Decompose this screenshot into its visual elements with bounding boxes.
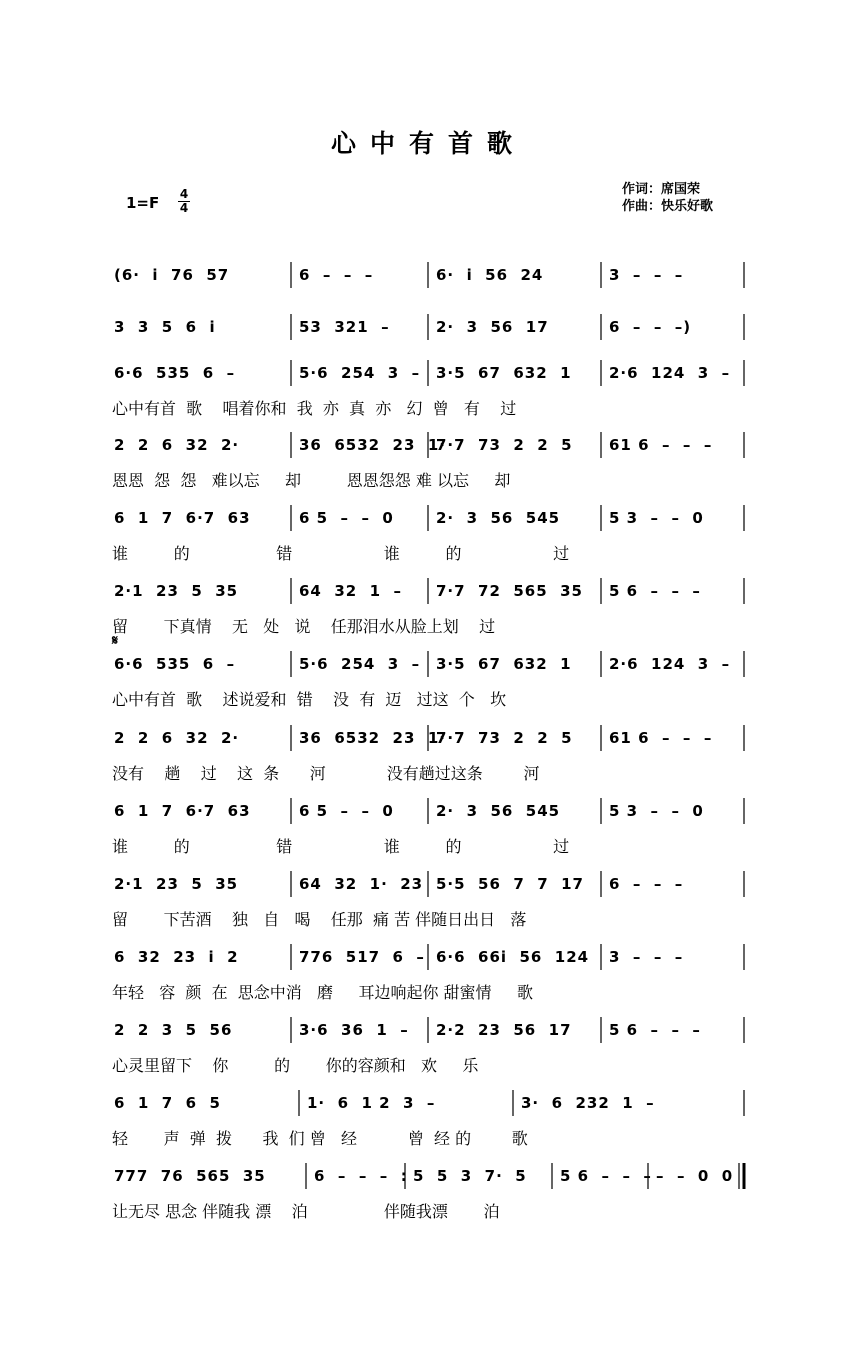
time-signature-bottom: 4: [179, 201, 189, 215]
measure: 61 6 – – –: [609, 729, 713, 747]
lyric-line: 轻 声 弹 拨 我 们 曾 经 曾 经 的 歌: [112, 1129, 528, 1148]
measure: 3 – – –: [609, 948, 684, 966]
measure: 6 5 – – 0: [299, 509, 394, 527]
measure: 5·6 254 3 –: [299, 655, 421, 673]
measure: 776 517 6 –: [299, 948, 425, 966]
lyric-line: 谁 的 错 谁 的 过: [112, 544, 570, 563]
measure: 2 2 6 32 2·: [114, 729, 240, 747]
measure: 6·6 535 6 –: [114, 364, 236, 382]
measure: 6·6 66i 56 124: [436, 948, 590, 966]
measure: 61 6 – – –: [609, 436, 713, 454]
measure: 5 3 – – 0: [609, 509, 704, 527]
score-row: [0, 633, 857, 723]
lyric-line: 恩恩 怨 怨 难以忘 却 恩恩怨怨 难 以忘 却: [112, 471, 511, 490]
lyric-line: 留 下苦酒 独 自 喝 任那 痛 苦 伴随日出日 落: [112, 910, 527, 929]
measure: 5 5 3 7· 5: [413, 1167, 527, 1185]
measure: – – 0 0: [656, 1167, 734, 1185]
measure: 6 – – –): [609, 318, 692, 336]
measure: 2 2 3 5 56: [114, 1021, 233, 1039]
score-row: [0, 360, 857, 432]
measure: 3·6 36 1 –: [299, 1021, 409, 1039]
lyric-line: 谁 的 错 谁 的 过: [112, 837, 570, 856]
measure: 53 321 –: [299, 318, 390, 336]
score-row: [0, 871, 857, 943]
credits: [622, 181, 713, 215]
measure: 6 1 7 6 5: [114, 1094, 221, 1112]
composer-credit: 作曲：快乐好歌: [622, 199, 714, 214]
measure: 6 1 7 6·7 63: [114, 802, 251, 820]
lyric-line: 年轻 容 颜 在 思念中消 磨 耳边响起你 甜蜜情 歌: [112, 983, 533, 1002]
measure: 5 3 – – 0: [609, 802, 704, 820]
song-title: 心中有首歌: [330, 129, 526, 158]
measure: 2·6 124 3 –: [609, 655, 731, 673]
measure: 3· 6 232 1 –: [521, 1094, 655, 1112]
score-row: [0, 1017, 857, 1089]
measure: 2·2 23 56 17: [436, 1021, 572, 1039]
measure: 2·1 23 5 35: [114, 875, 239, 893]
measure: 2· 3 56 545: [436, 802, 561, 820]
time-signature: [178, 188, 190, 215]
score-row: [0, 944, 857, 1016]
measure: 2· 3 56 545: [436, 509, 561, 527]
measure: 6 – – –: [609, 875, 684, 893]
measure: 5 6 – – –: [609, 582, 701, 600]
measure: 6 32 23 i 2: [114, 948, 239, 966]
score-row: [0, 578, 857, 650]
measure: 3 – – –: [609, 266, 684, 284]
measure: 5 6 – – –: [560, 1167, 652, 1185]
lyric-line: 留 下真情 无 处 说 任那泪水从脸上划 过: [112, 617, 496, 636]
lyricist-credit: 作词：席国荣: [622, 182, 701, 197]
measure: (6· i 76 57: [114, 266, 230, 284]
measure: 7·7 72 565 35: [436, 582, 583, 600]
lyric-line: 心中有首 歌 唱着你和 我 亦 真 亦 幻 曾 有 过: [112, 399, 517, 418]
time-signature-top: 4: [179, 187, 189, 201]
score-row: [0, 1163, 857, 1235]
measure: 5 6 – – –: [609, 1021, 701, 1039]
segno-sign: 𝄋: [112, 633, 119, 649]
measure: 64 32 1· 23: [299, 875, 424, 893]
measure: 2· 3 56 17: [436, 318, 549, 336]
measure: 2 2 6 32 2·: [114, 436, 240, 454]
measure: 2·6 124 3 –: [609, 364, 731, 382]
score-row: [0, 1090, 857, 1162]
lyric-line: 让无尽 思念 伴随我 漂 泊 伴随我漂 泊: [112, 1202, 500, 1221]
measure: 6 1 7 6·7 63: [114, 509, 251, 527]
measure: 6· i 56 24: [436, 266, 544, 284]
measure: 1· 6 1 2 3 –: [307, 1094, 436, 1112]
measure: 64 32 1 –: [299, 582, 403, 600]
score-row: [0, 505, 857, 577]
measure: 36 6532 23 1·: [299, 729, 446, 747]
measure: 5·6 254 3 –: [299, 364, 421, 382]
lyric-line: 心灵里留下 你 的 你的容颜和 欢 乐: [112, 1056, 479, 1075]
measure: 3·5 67 632 1: [436, 364, 572, 382]
lyric-line: 心中有首 歌 述说爱和 错 没 有 迈 过这 个 坎: [112, 690, 507, 709]
measure: 36 6532 23 1·: [299, 436, 446, 454]
key-signature: 1=F: [126, 194, 160, 212]
measure: 7·7 73 2 2 5: [436, 436, 573, 454]
measure: 6 5 – – 0: [299, 802, 394, 820]
score-row: [0, 432, 857, 504]
lyric-line: 没有 趟 过 这 条 河 没有趟过这条 河: [112, 764, 540, 783]
measure: 5·5 56 7 7 17: [436, 875, 584, 893]
measure: 6 – – –: [299, 266, 374, 284]
measure: 6·6 535 6 –: [114, 655, 236, 673]
measure: 3 3 5 6 i: [114, 318, 216, 336]
measure: 3·5 67 632 1: [436, 655, 572, 673]
measure: 2·1 23 5 35: [114, 582, 239, 600]
measure: 6 – – – :: [314, 1167, 408, 1185]
score-row: [0, 725, 857, 797]
score-row: [0, 798, 857, 870]
measure: 777 76 565 35: [114, 1167, 266, 1185]
measure: 7·7 73 2 2 5: [436, 729, 573, 747]
